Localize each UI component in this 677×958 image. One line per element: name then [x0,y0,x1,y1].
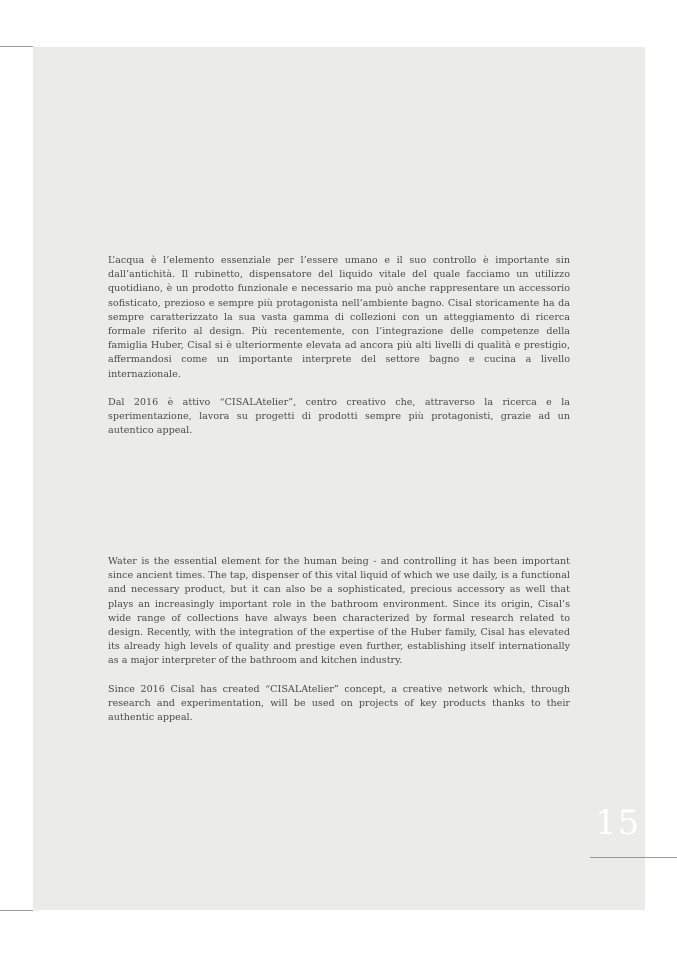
page-number: 15 [595,803,641,843]
left-top-rule [0,46,33,47]
italian-text-block [108,254,570,452]
italian-paragraph-1: L’acqua è l’elemento essenziale per l’essere umano e il suo controllo è importante sin dall’antichità. Il rubinetto, dispensatore del liquido vitale del quale facciamo un utilizzo quotidiano, è un prodotto funzionale e necessario ma può anche rappresentare un accessorio sofisticato, prezioso e sempre più protagonista nell’ambiente bagno. Cisal storicamente ha da sempre caratterizzato la sua vasta gamma di collezioni con un atteggiamento di ricerca formale riferito al design. Più recentemente, con l’integrazione delle competenze della famiglia Huber, Cisal si è ulteriormente elevata ad ancora più alti livelli di qualità e prestigio, affermandosi come un importante interprete del settore bagno e cucina a livello internazionale. [108,255,570,380]
english-paragraph-2: Since 2016 Cisal has created “CISALAtelier” concept, a creative network which, through research and experimentation, will be used on projects of key products thanks to their authentic appeal. [108,683,570,724]
english-paragraph-1: Water is the essential element for the human being - and controlling it has been important since ancient times. The tap, dispenser of this vital liquid of which we use daily, is a functional and necessary product, but it can also be a sophisticated, precious accessory as well that plays an increasingly important role in the bathroom environment. Since its origin, Cisal’s wide range of collections have always been characterized by formal research related to design. Recently, with the integration of the expertise of the Huber family, Cisal has elevated its already high levels of quality and prestige even further, establishing itself internationally as a major interpreter of the bathroom and kitchen industry. [108,556,570,667]
italian-paragraph-2: Dal 2016 è attivo “CISALAtelier”, centro creativo che, attraverso la ricerca e la sperimentazione, lavora su progetti di prodotti sempre più protagonisti, grazie ad un autentico appeal. [108,396,570,437]
page-panel [33,47,645,910]
english-text-block [108,555,570,739]
left-bottom-rule [0,910,33,911]
page-number-rule [590,857,677,858]
